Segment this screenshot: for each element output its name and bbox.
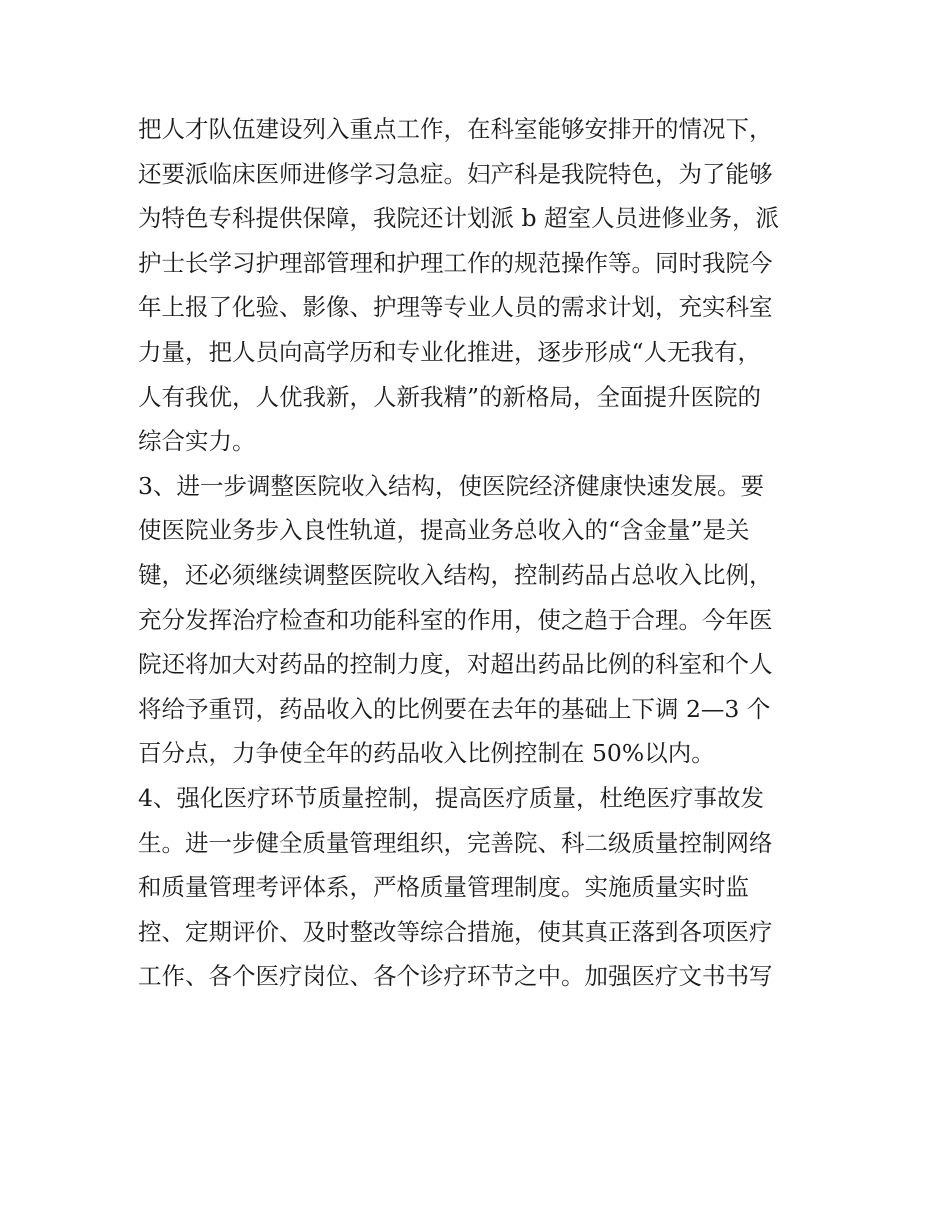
text-line: 综合实力。 [138,427,256,456]
text-line: 工作、各个医疗岗位、各个诊疗环节之中。加强医疗文书书写 [138,962,773,991]
text-line: 3、进一步调整医院收入结构，使医院经济健康快速发展。要 [138,471,764,500]
text-line: 生。进一步健全质量管理组织，完善院、科二级质量控制网络 [138,828,773,857]
text-line: 还要派临床医师进修学习急症。妇产科是我院特色，为了能够 [138,159,773,188]
text-line: 力量，把人员向高学历和专业化推进，逐步形成“人无我有， [138,337,762,366]
text-line: 人有我优，人优我新，人新我精”的新格局，全面提升医院的 [138,382,762,411]
text-line: 百分点，力争使全年的药品收入比例控制在 50%以内。 [138,739,715,768]
text-line: 院还将加大对药品的控制力度，对超出药品比例的科室和个人 [138,650,773,679]
text-line: 充分发挥治疗检查和功能科室的作用，使之趋于合理。今年医 [138,605,773,634]
text-line: 把人才队伍建设列入重点工作，在科室能够安排开的情况下， [138,115,773,143]
text-line: 键，还必须继续调整医院收入结构，控制药品占总收入比例， [138,560,773,589]
text-line: 年上报了化验、影像、护理等专业人员的需求计划，充实科室 [138,293,773,322]
text-line: 将给予重罚，药品收入的比例要在去年的基础上下调 2—3 个 [138,694,771,723]
text-line: 和质量管理考评体系，严格质量管理制度。实施质量实时监 [138,873,749,902]
text-line: 4、强化医疗环节质量控制，提高医疗质量，杜绝医疗事故发 [138,783,764,812]
text-line: 使医院业务步入良性轨道，提高业务总收入的“含金量”是关 [138,516,750,545]
text-line: 为特色专科提供保障，我院还计划派 b 超室人员进修业务，派 [138,204,779,233]
body-text [138,107,828,999]
text-line: 控、定期评价、及时整改等综合措施，使其真正落到各项医疗 [138,917,773,946]
text-line: 护士长学习护理部管理和护理工作的规范操作等。同时我院今 [138,248,773,277]
